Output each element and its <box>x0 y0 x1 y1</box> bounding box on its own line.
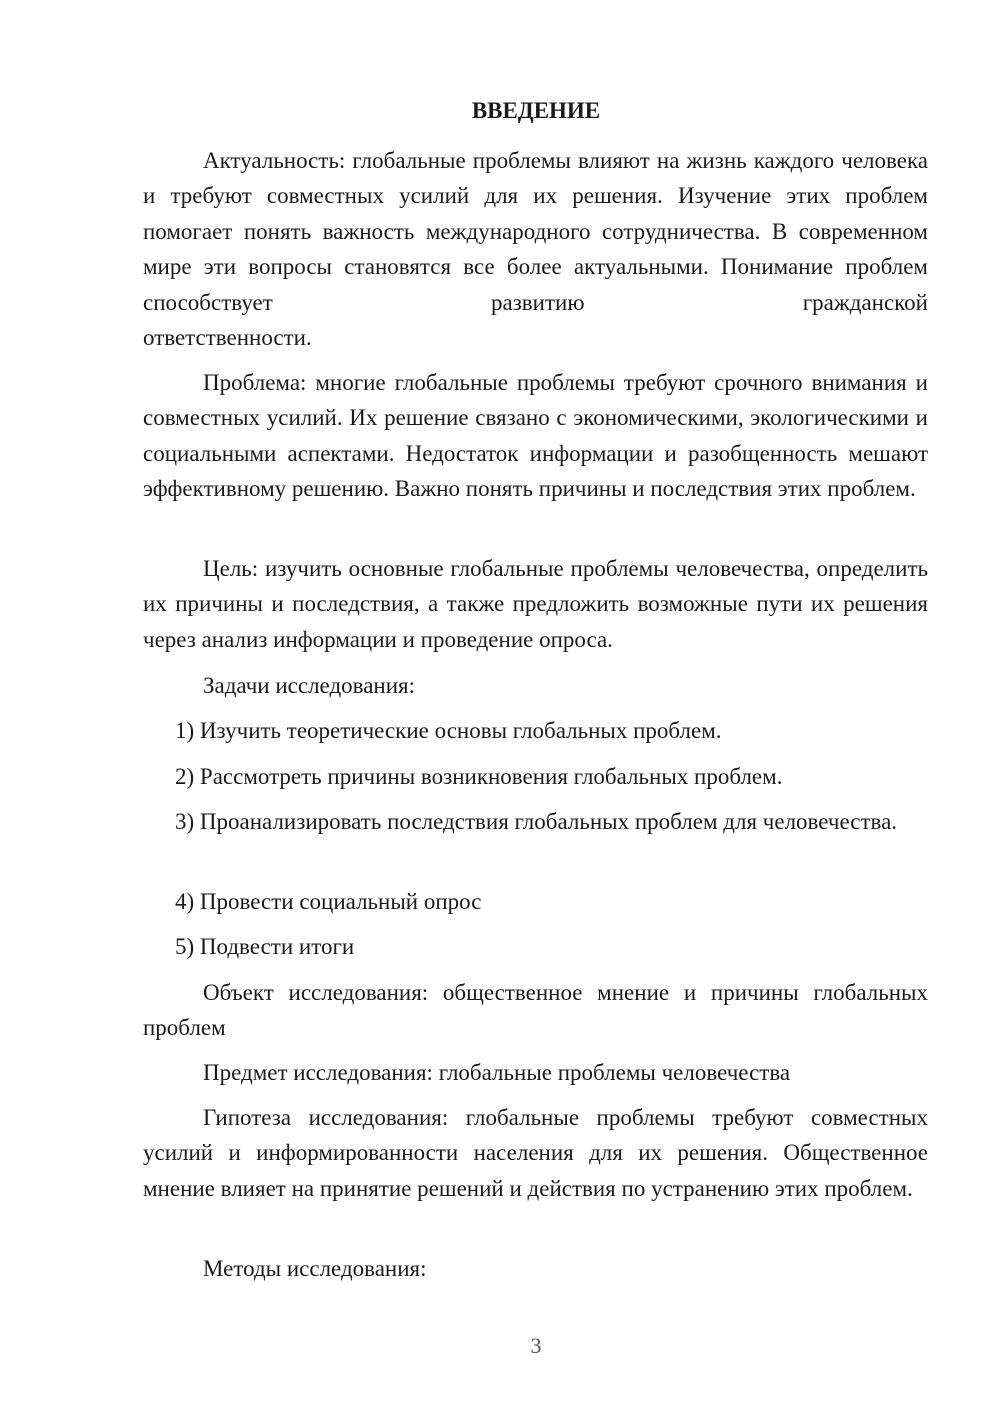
task-item-2: 2) Рассмотреть причины возникновения глобальных проблем. <box>175 764 783 789</box>
page-number: 3 <box>530 1333 542 1358</box>
task-item-3: 3) Проанализировать последствия глобальных проблем для человечества. <box>175 809 898 834</box>
object-paragraph: Объект исследования: общественное мнение и причины глобальных проблем <box>143 980 928 1041</box>
hypothesis-paragraph: Гипотеза исследования: глобальные проблемы требуют совместных усилий и информированности населения для их решения. Общественное мнение влияет на принятие решений и действия по устранению этих проблем. <box>143 1105 928 1201</box>
problem-paragraph: Проблема: многие глобальные проблемы требуют срочного внимания и совместных усилий. Их решение связано с экономическими, экологическими и социальными аспектами. Недостаток информации и разобщенность мешают эффективному решению. Важно понять причины и последствия этих проблем. <box>143 370 928 502</box>
subject-paragraph: Предмет исследования: глобальные проблемы человечества <box>203 1060 791 1085</box>
task-item-4: 4) Провести социальный опрос <box>175 889 482 914</box>
methods-heading: Методы исследования: <box>203 1256 427 1281</box>
section-heading: ВВЕДЕНИЕ <box>471 98 601 123</box>
task-item-1: 1) Изучить теоретические основы глобальных проблем. <box>175 718 722 743</box>
relevance-paragraph-end: ответственности. <box>143 325 312 350</box>
tasks-heading: Задачи исследования: <box>203 673 416 698</box>
task-item-5: 5) Подвести итоги <box>175 934 355 959</box>
goal-paragraph: Цель: изучить основные глобальные проблемы человечества, определить их причины и последствия, а также предложить возможные пути их решения через анализ информации и проведение опроса. <box>143 556 928 652</box>
relevance-paragraph: Актуальность: глобальные проблемы влияют на жизнь каждого человека и требуют совместных усилий для их решения. Изучение этих проблем помогает понять важность международного сотрудничества. В современном мире эти вопросы становятся все более актуальными. Понимание проблем способствует развитию гражданской <box>143 148 928 315</box>
